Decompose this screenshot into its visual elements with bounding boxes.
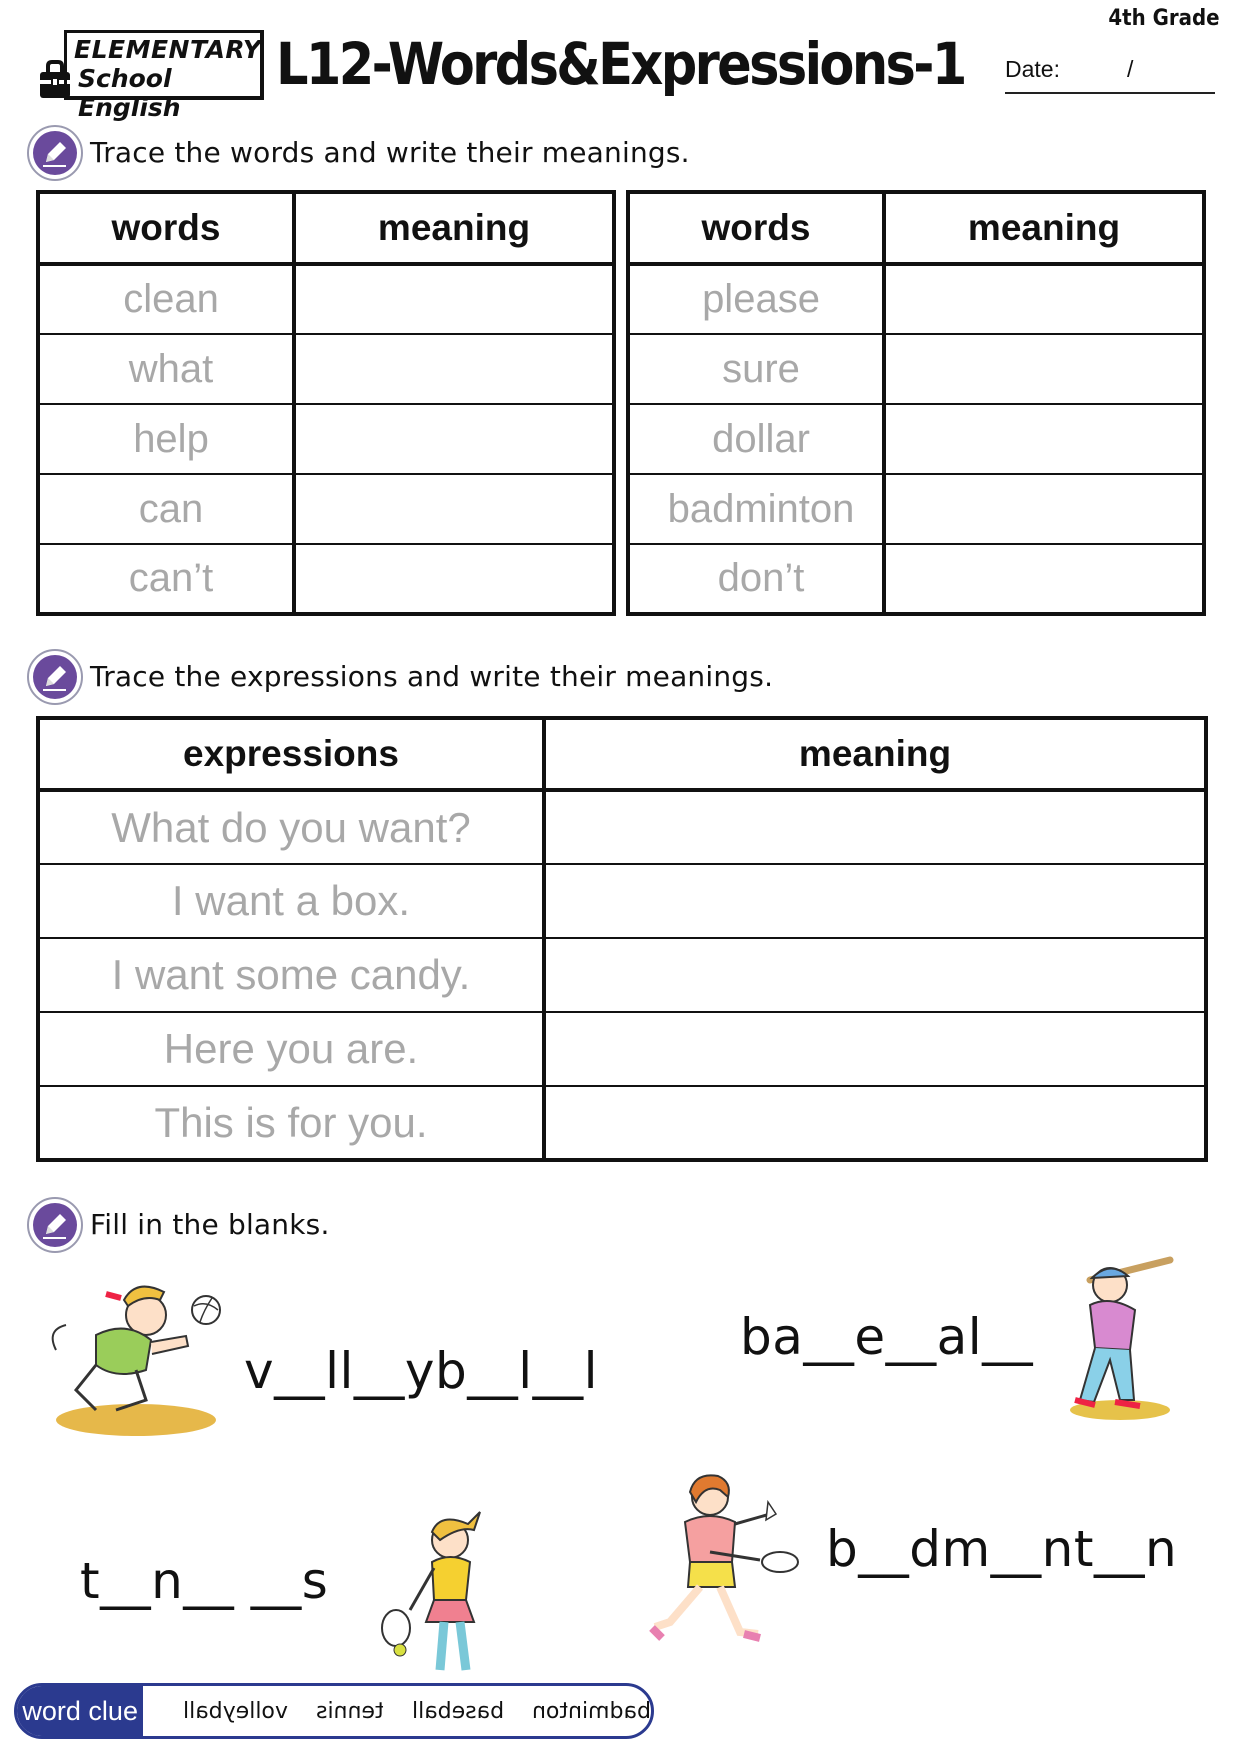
badminton-blank: b__dm__nt__n (826, 1520, 1178, 1578)
word-clue-box (14, 1683, 654, 1739)
trace-word: can’t (38, 544, 294, 614)
baseball-blank: ba__e__al__ (740, 1308, 1034, 1366)
date-label: Date: (1005, 56, 1060, 82)
column-header-meaning: meaning (884, 192, 1204, 264)
word-clue-item: badminton (532, 1698, 651, 1724)
meaning-cell[interactable] (294, 404, 614, 474)
meaning-cell[interactable] (884, 404, 1204, 474)
trace-word: please (628, 264, 884, 334)
tennis-player-illustration (370, 1500, 510, 1680)
expressions-table (36, 716, 1208, 1162)
meaning-cell[interactable] (294, 264, 614, 334)
column-header-words: words (38, 192, 294, 264)
tennis-blank: t__n__ __s (80, 1552, 329, 1610)
meaning-cell[interactable] (294, 544, 614, 614)
meaning-cell[interactable] (294, 474, 614, 544)
page-title: L12-Words&Expressions-1 (276, 30, 965, 98)
meaning-cell[interactable] (884, 264, 1204, 334)
meaning-cell[interactable] (884, 334, 1204, 404)
instruction-text: Trace the words and write their meanings. (90, 136, 690, 169)
meaning-cell[interactable] (544, 1012, 1206, 1086)
pencil-icon (26, 648, 84, 706)
trace-word: can (38, 474, 294, 544)
word-clue-list (143, 1699, 651, 1724)
trace-word: what (38, 334, 294, 404)
column-header-expressions: expressions (38, 718, 544, 790)
trace-word: don’t (628, 544, 884, 614)
trace-expression: I want some candy. (38, 938, 544, 1012)
volleyball-player-illustration (36, 1270, 236, 1440)
trace-expression: This is for you. (38, 1086, 544, 1160)
words-table-left (36, 190, 616, 616)
trace-expression: What do you want? (38, 790, 544, 864)
instruction-text: Fill in the blanks. (90, 1208, 330, 1241)
meaning-cell[interactable] (294, 334, 614, 404)
trace-word: dollar (628, 404, 884, 474)
logo-text-line1: ELEMENTARY (74, 35, 262, 64)
logo (36, 30, 266, 122)
badminton-player-illustration (640, 1462, 810, 1652)
trace-expression: Here you are. (38, 1012, 544, 1086)
column-header-meaning: meaning (294, 192, 614, 264)
trace-word: clean (38, 264, 294, 334)
trace-word: badminton (628, 474, 884, 544)
column-header-meaning: meaning (544, 718, 1206, 790)
date-field[interactable] (1005, 52, 1215, 94)
word-clue-label: word clue (17, 1686, 143, 1736)
grade-label: 4th Grade (1108, 6, 1220, 31)
meaning-cell[interactable] (884, 474, 1204, 544)
trace-word: sure (628, 334, 884, 404)
baseball-player-illustration (1050, 1250, 1180, 1420)
meaning-cell[interactable] (544, 864, 1206, 938)
word-clue-item: baseball (411, 1698, 505, 1724)
meaning-cell[interactable] (544, 790, 1206, 864)
word-clue-item: tennis (316, 1698, 384, 1724)
pencil-icon (26, 124, 84, 182)
meaning-cell[interactable] (544, 1086, 1206, 1160)
trace-expression: I want a box. (38, 864, 544, 938)
column-header-words: words (628, 192, 884, 264)
logo-text-line2: School English (78, 64, 181, 122)
meaning-cell[interactable] (544, 938, 1206, 1012)
meaning-cell[interactable] (884, 544, 1204, 614)
words-table-right (626, 190, 1206, 616)
word-clue-item: volleyball (183, 1698, 289, 1724)
pencil-icon (26, 1196, 84, 1254)
instruction-text: Trace the expressions and write their meanings. (90, 660, 774, 693)
date-separator: / (1127, 56, 1134, 82)
volleyball-blank: v__ll__yb__l__l (244, 1342, 598, 1400)
trace-word: help (38, 404, 294, 474)
